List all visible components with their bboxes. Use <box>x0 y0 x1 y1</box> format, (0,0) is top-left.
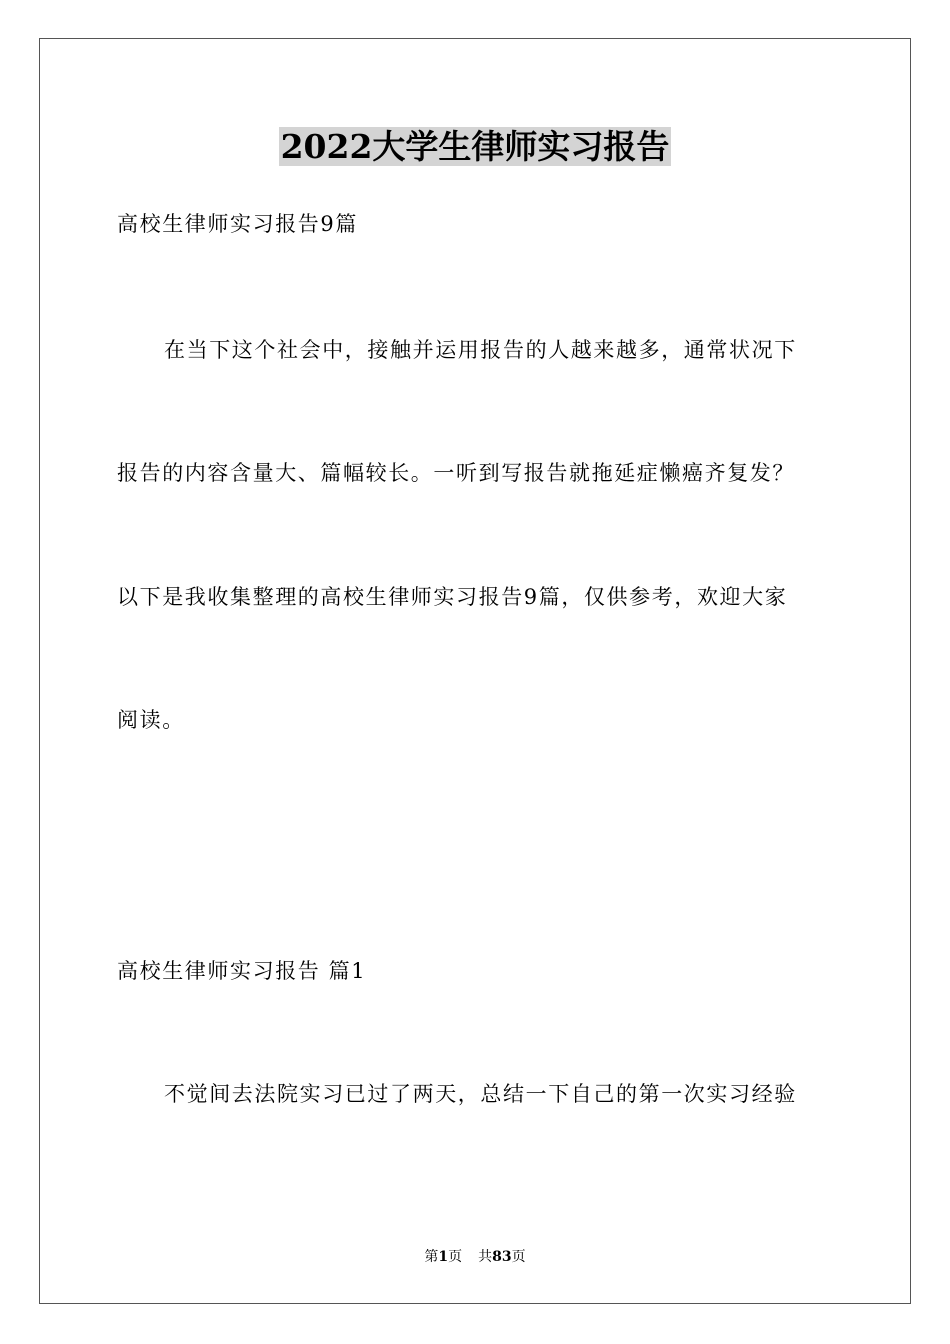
footer-total-prefix: 共 <box>478 1249 493 1265</box>
section-heading: 高校生律师实习报告 篇1 <box>117 959 367 983</box>
paragraph-line: 不觉间去法院实习已过了两天，总结一下自己的第一次实习经验 <box>164 1082 797 1106</box>
document-title-text: 2022大学生律师实习报告 <box>280 127 670 166</box>
page-footer <box>0 1247 950 1267</box>
paragraph-line: 以下是我收集整理的高校生律师实习报告9篇，仅供参考，欢迎大家 <box>117 585 788 609</box>
document-title <box>0 124 950 170</box>
footer-page-number: 1 <box>438 1249 449 1265</box>
footer-page-suffix: 页 <box>448 1249 463 1265</box>
paragraph-line: 报告的内容含量大、篇幅较长。一听到写报告就拖延症懒癌齐复发？ <box>117 461 795 485</box>
footer-total-pages: 83 <box>492 1249 512 1265</box>
document-subtitle: 高校生律师实习报告9篇 <box>117 212 358 236</box>
footer-page-prefix: 第 <box>424 1249 439 1265</box>
footer-total-suffix: 页 <box>511 1249 526 1265</box>
paragraph-line: 阅读。 <box>117 708 185 732</box>
paragraph-line: 在当下这个社会中，接触并运用报告的人越来越多，通常状况下 <box>164 338 797 362</box>
